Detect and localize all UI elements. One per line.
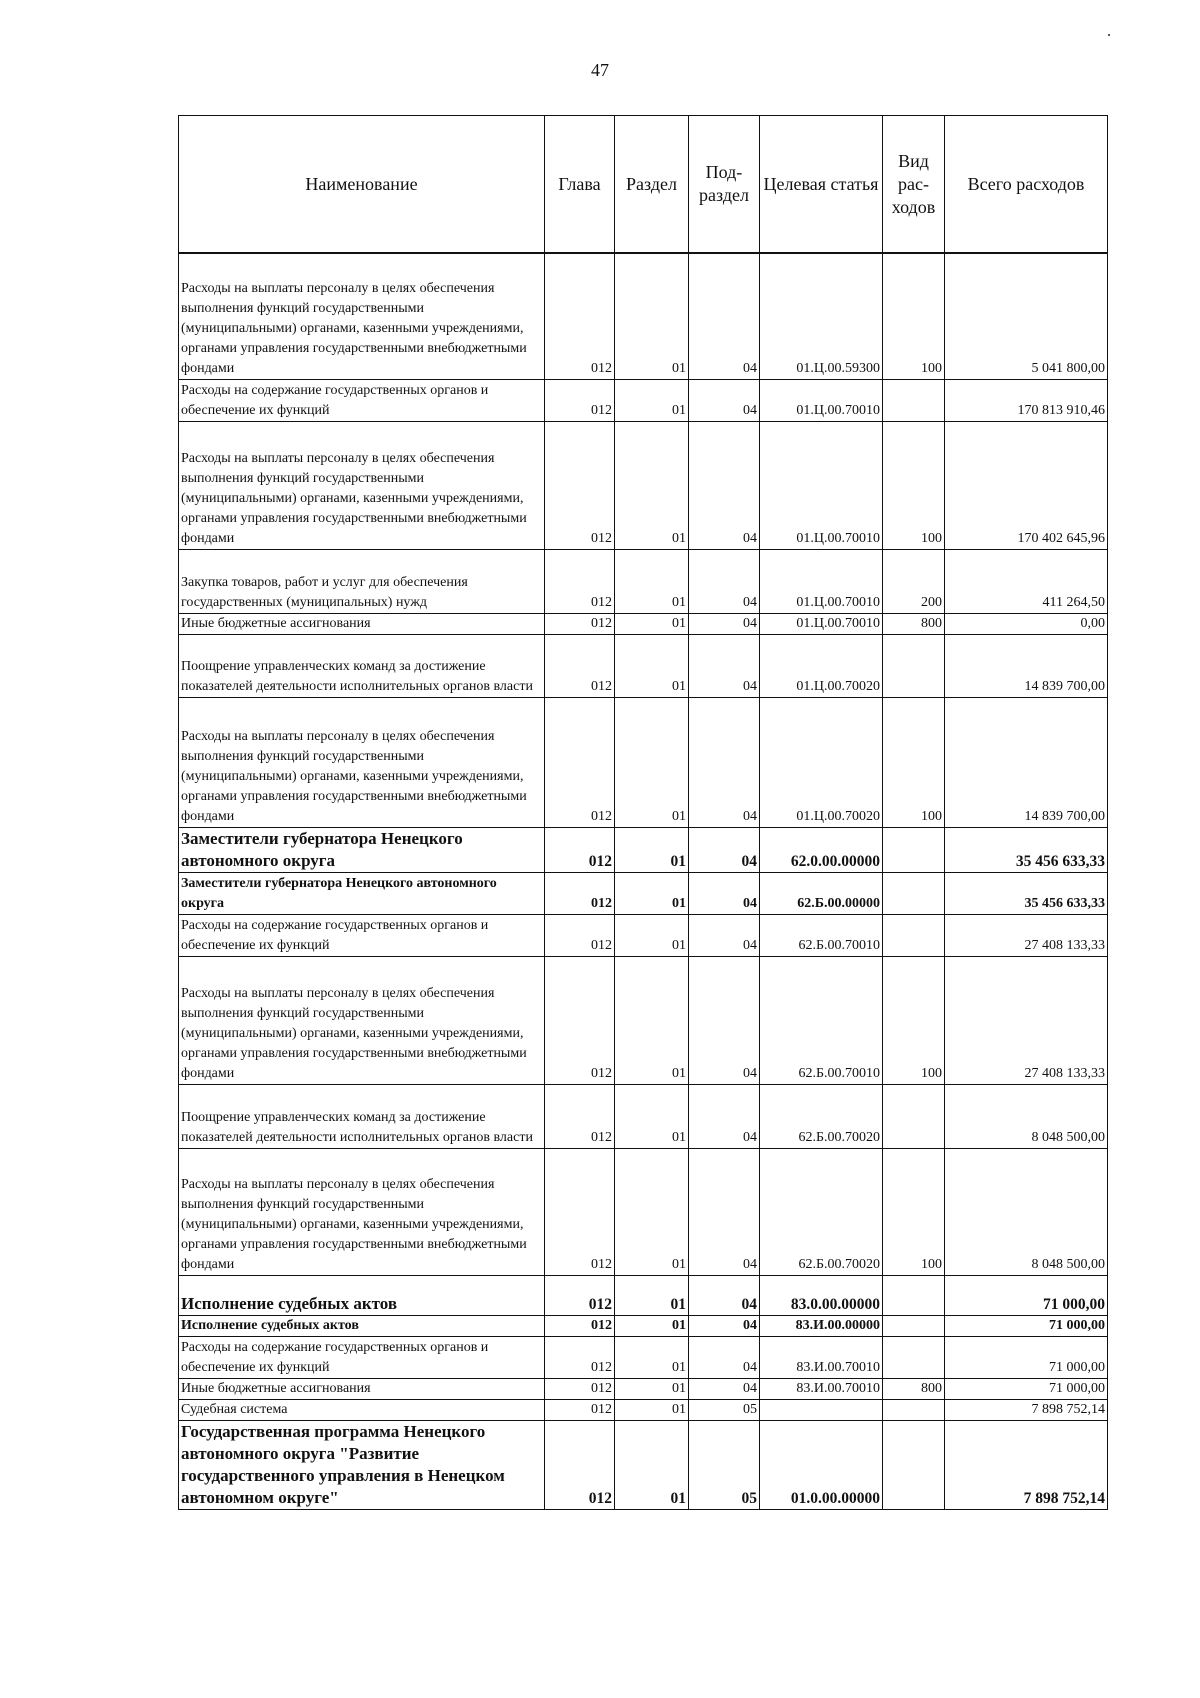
table-header-row bbox=[179, 116, 1108, 254]
header-total: Всего расходов bbox=[945, 116, 1108, 254]
row-podrazdel: 04 bbox=[689, 1275, 760, 1315]
row-tselevaya: 01.Ц.00.70010 bbox=[760, 379, 883, 421]
row-vid bbox=[883, 1420, 945, 1509]
row-name: Судебная система bbox=[179, 1399, 545, 1420]
row-tselevaya: 01.Ц.00.70020 bbox=[760, 634, 883, 697]
table-row bbox=[179, 1399, 1108, 1420]
row-glava: 012 bbox=[545, 697, 615, 827]
row-podrazdel: 04 bbox=[689, 1148, 760, 1275]
table-row bbox=[179, 1336, 1108, 1378]
table-row bbox=[179, 1275, 1108, 1315]
row-glava: 012 bbox=[545, 1148, 615, 1275]
table-row bbox=[179, 421, 1108, 549]
row-vid: 100 bbox=[883, 1148, 945, 1275]
row-podrazdel: 04 bbox=[689, 421, 760, 549]
row-glava: 012 bbox=[545, 1275, 615, 1315]
row-tselevaya: 83.0.00.00000 bbox=[760, 1275, 883, 1315]
row-razdel: 01 bbox=[615, 697, 689, 827]
row-razdel: 01 bbox=[615, 1315, 689, 1336]
row-glava: 012 bbox=[545, 872, 615, 914]
row-vid bbox=[883, 872, 945, 914]
row-vid: 800 bbox=[883, 1378, 945, 1399]
row-tselevaya: 83.И.00.70010 bbox=[760, 1378, 883, 1399]
row-podrazdel: 05 bbox=[689, 1399, 760, 1420]
row-name: Расходы на содержание государственных органов и обеспечение их функций bbox=[179, 1336, 545, 1378]
header-glava: Глава bbox=[545, 116, 615, 254]
row-name: Закупка товаров, работ и услуг для обеспечения государственных (муниципальных) нужд bbox=[179, 549, 545, 613]
row-name: Заместители губернатора Ненецкого автономного округа bbox=[179, 827, 545, 872]
table-row bbox=[179, 613, 1108, 634]
table-row bbox=[179, 956, 1108, 1084]
row-name: Иные бюджетные ассигнования bbox=[179, 613, 545, 634]
table-row bbox=[179, 914, 1108, 956]
row-razdel: 01 bbox=[615, 634, 689, 697]
row-vid bbox=[883, 914, 945, 956]
row-vid bbox=[883, 1399, 945, 1420]
row-total: 411 264,50 bbox=[945, 549, 1108, 613]
row-tselevaya: 83.И.00.00000 bbox=[760, 1315, 883, 1336]
row-tselevaya: 01.Ц.00.70010 bbox=[760, 421, 883, 549]
row-name: Расходы на выплаты персоналу в целях обеспечения выполнения функций государственными (муниципальными) органами, казенными учреждениями, органами управления государственными внебюджетными фондами bbox=[179, 1148, 545, 1275]
row-razdel: 01 bbox=[615, 956, 689, 1084]
row-podrazdel: 04 bbox=[689, 872, 760, 914]
budget-table bbox=[178, 115, 1108, 1510]
row-glava: 012 bbox=[545, 1315, 615, 1336]
row-total: 0,00 bbox=[945, 613, 1108, 634]
table-row bbox=[179, 1148, 1108, 1275]
header-name: Наименование bbox=[179, 116, 545, 254]
row-podrazdel: 04 bbox=[689, 1315, 760, 1336]
header-tselevaya: Целевая статья bbox=[760, 116, 883, 254]
row-podrazdel: 04 bbox=[689, 914, 760, 956]
row-tselevaya: 62.Б.00.70020 bbox=[760, 1084, 883, 1148]
row-name: Исполнение судебных актов bbox=[179, 1315, 545, 1336]
row-podrazdel: 04 bbox=[689, 1336, 760, 1378]
row-razdel: 01 bbox=[615, 872, 689, 914]
row-tselevaya: 01.0.00.00000 bbox=[760, 1420, 883, 1509]
table-row bbox=[179, 253, 1108, 379]
row-vid: 200 bbox=[883, 549, 945, 613]
row-glava: 012 bbox=[545, 1399, 615, 1420]
row-tselevaya: 62.Б.00.70010 bbox=[760, 956, 883, 1084]
row-razdel: 01 bbox=[615, 1378, 689, 1399]
row-vid: 800 bbox=[883, 613, 945, 634]
row-vid bbox=[883, 1315, 945, 1336]
row-vid bbox=[883, 1084, 945, 1148]
row-podrazdel: 04 bbox=[689, 1378, 760, 1399]
row-razdel: 01 bbox=[615, 1148, 689, 1275]
row-razdel: 01 bbox=[615, 253, 689, 379]
row-vid bbox=[883, 634, 945, 697]
row-vid bbox=[883, 827, 945, 872]
row-name: Исполнение судебных актов bbox=[179, 1275, 545, 1315]
row-glava: 012 bbox=[545, 827, 615, 872]
row-glava: 012 bbox=[545, 253, 615, 379]
row-glava: 012 bbox=[545, 914, 615, 956]
row-tselevaya: 83.И.00.70010 bbox=[760, 1336, 883, 1378]
scan-speck bbox=[1108, 34, 1110, 36]
row-name: Расходы на выплаты персоналу в целях обеспечения выполнения функций государственными (муниципальными) органами, казенными учреждениями, органами управления государственными внебюджетными фондами bbox=[179, 697, 545, 827]
row-total: 5 041 800,00 bbox=[945, 253, 1108, 379]
row-glava: 012 bbox=[545, 379, 615, 421]
row-name: Расходы на выплаты персоналу в целях обеспечения выполнения функций государственными (муниципальными) органами, казенными учреждениями, органами управления государственными внебюджетными фондами bbox=[179, 421, 545, 549]
row-name: Государственная программа Ненецкого автономного округа "Развитие государственного управления в Ненецком автономном округе" bbox=[179, 1420, 545, 1509]
row-total: 8 048 500,00 bbox=[945, 1148, 1108, 1275]
row-total: 27 408 133,33 bbox=[945, 956, 1108, 1084]
header-vid: Вид рас-ходов bbox=[883, 116, 945, 254]
row-podrazdel: 04 bbox=[689, 634, 760, 697]
row-podrazdel: 04 bbox=[689, 253, 760, 379]
table-row bbox=[179, 827, 1108, 872]
row-razdel: 01 bbox=[615, 613, 689, 634]
row-total: 170 813 910,46 bbox=[945, 379, 1108, 421]
row-tselevaya bbox=[760, 1399, 883, 1420]
row-vid: 100 bbox=[883, 956, 945, 1084]
page-number: 47 bbox=[591, 60, 609, 80]
row-name: Расходы на выплаты персоналу в целях обеспечения выполнения функций государственными (муниципальными) органами, казенными учреждениями, органами управления государственными внебюджетными фондами bbox=[179, 253, 545, 379]
row-name: Поощрение управленческих команд за достижение показателей деятельности исполнительных органов власти bbox=[179, 634, 545, 697]
row-razdel: 01 bbox=[615, 1420, 689, 1509]
row-name: Поощрение управленческих команд за достижение показателей деятельности исполнительных органов власти bbox=[179, 1084, 545, 1148]
row-glava: 012 bbox=[545, 1336, 615, 1378]
row-total: 71 000,00 bbox=[945, 1378, 1108, 1399]
row-tselevaya: 62.0.00.00000 bbox=[760, 827, 883, 872]
row-glava: 012 bbox=[545, 634, 615, 697]
table-row bbox=[179, 379, 1108, 421]
row-name: Заместители губернатора Ненецкого автономного округа bbox=[179, 872, 545, 914]
row-podrazdel: 04 bbox=[689, 1084, 760, 1148]
row-razdel: 01 bbox=[615, 1336, 689, 1378]
row-podrazdel: 04 bbox=[689, 613, 760, 634]
row-razdel: 01 bbox=[615, 379, 689, 421]
header-razdel: Раздел bbox=[615, 116, 689, 254]
row-name: Расходы на содержание государственных органов и обеспечение их функций bbox=[179, 379, 545, 421]
row-tselevaya: 62.Б.00.70020 bbox=[760, 1148, 883, 1275]
row-tselevaya: 01.Ц.00.70010 bbox=[760, 613, 883, 634]
row-tselevaya: 62.Б.00.00000 bbox=[760, 872, 883, 914]
row-glava: 012 bbox=[545, 613, 615, 634]
row-razdel: 01 bbox=[615, 549, 689, 613]
row-total: 71 000,00 bbox=[945, 1315, 1108, 1336]
row-glava: 012 bbox=[545, 1420, 615, 1509]
row-total: 14 839 700,00 bbox=[945, 634, 1108, 697]
row-glava: 012 bbox=[545, 549, 615, 613]
row-glava: 012 bbox=[545, 1084, 615, 1148]
table-row bbox=[179, 1084, 1108, 1148]
table-row bbox=[179, 1420, 1108, 1509]
row-total: 27 408 133,33 bbox=[945, 914, 1108, 956]
row-razdel: 01 bbox=[615, 1275, 689, 1315]
row-total: 71 000,00 bbox=[945, 1336, 1108, 1378]
row-total: 35 456 633,33 bbox=[945, 872, 1108, 914]
row-name: Иные бюджетные ассигнования bbox=[179, 1378, 545, 1399]
row-razdel: 01 bbox=[615, 1084, 689, 1148]
row-vid: 100 bbox=[883, 253, 945, 379]
row-razdel: 01 bbox=[615, 914, 689, 956]
row-vid bbox=[883, 1275, 945, 1315]
row-total: 35 456 633,33 bbox=[945, 827, 1108, 872]
table-row bbox=[179, 697, 1108, 827]
table-row bbox=[179, 1378, 1108, 1399]
row-razdel: 01 bbox=[615, 421, 689, 549]
row-vid bbox=[883, 1336, 945, 1378]
table-row bbox=[179, 549, 1108, 613]
row-vid bbox=[883, 379, 945, 421]
row-total: 71 000,00 bbox=[945, 1275, 1108, 1315]
row-name: Расходы на содержание государственных органов и обеспечение их функций bbox=[179, 914, 545, 956]
table-row bbox=[179, 872, 1108, 914]
row-podrazdel: 05 bbox=[689, 1420, 760, 1509]
row-total: 170 402 645,96 bbox=[945, 421, 1108, 549]
row-razdel: 01 bbox=[615, 1399, 689, 1420]
row-glava: 012 bbox=[545, 421, 615, 549]
row-podrazdel: 04 bbox=[689, 697, 760, 827]
row-podrazdel: 04 bbox=[689, 827, 760, 872]
row-podrazdel: 04 bbox=[689, 549, 760, 613]
table-row bbox=[179, 634, 1108, 697]
row-tselevaya: 01.Ц.00.70020 bbox=[760, 697, 883, 827]
row-total: 7 898 752,14 bbox=[945, 1420, 1108, 1509]
row-vid: 100 bbox=[883, 421, 945, 549]
row-razdel: 01 bbox=[615, 827, 689, 872]
row-podrazdel: 04 bbox=[689, 956, 760, 1084]
header-podrazdel: Под-раздел bbox=[689, 116, 760, 254]
row-podrazdel: 04 bbox=[689, 379, 760, 421]
row-total: 7 898 752,14 bbox=[945, 1399, 1108, 1420]
row-glava: 012 bbox=[545, 956, 615, 1084]
row-glava: 012 bbox=[545, 1378, 615, 1399]
row-tselevaya: 01.Ц.00.70010 bbox=[760, 549, 883, 613]
row-name: Расходы на выплаты персоналу в целях обеспечения выполнения функций государственными (муниципальными) органами, казенными учреждениями, органами управления государственными внебюджетными фондами bbox=[179, 956, 545, 1084]
row-tselevaya: 01.Ц.00.59300 bbox=[760, 253, 883, 379]
row-vid: 100 bbox=[883, 697, 945, 827]
row-tselevaya: 62.Б.00.70010 bbox=[760, 914, 883, 956]
row-total: 14 839 700,00 bbox=[945, 697, 1108, 827]
table-row bbox=[179, 1315, 1108, 1336]
row-total: 8 048 500,00 bbox=[945, 1084, 1108, 1148]
